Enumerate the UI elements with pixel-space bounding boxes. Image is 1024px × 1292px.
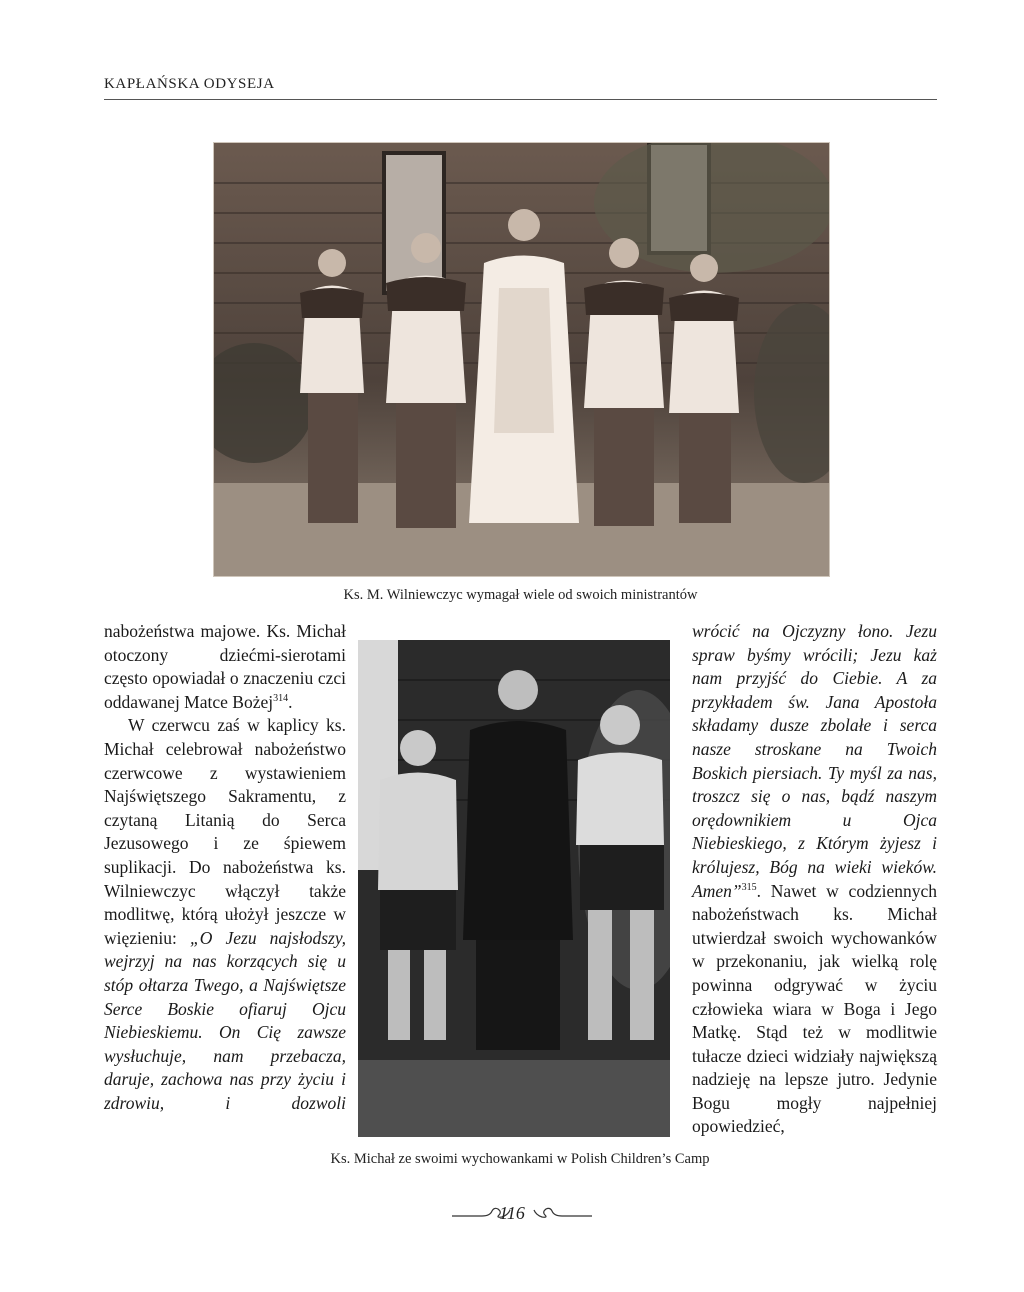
photo-caption: Ks. M. Wilniewczyc wymagał wiele od swoich ministrantów — [343, 587, 698, 603]
photo-priest-with-altar-boys — [213, 142, 830, 577]
footnote-marker: 314 — [273, 692, 289, 704]
running-header: KAPŁAŃSKA ODYSEJA — [104, 76, 275, 92]
page-number: 116 — [499, 1203, 525, 1223]
photo-priest-with-boys — [358, 640, 670, 1137]
prayer-quote: „O Jezu najsłodszy, wejrzyj na nas korzących się u stóp ołtarza Twego, a Najświętsze Serce Boskie ofiaruj Ojcu Niebieskiemu. On Cię zawsze wysłuchuje, nam przebacza, daruje, zachowa nas przy życiu i zdrowiu, i dozwoli — [104, 927, 346, 1113]
header-rule — [104, 99, 937, 100]
text-column-left — [104, 620, 346, 1115]
paragraph: wrócić na Ojczyzny łono. Jezu spraw byśmy wrócili; Jezu każ nam przyjść do Ciebie. A za przykładem św. Jana Apostoła składamy dusze zbolałe i serca nasze stroskane na Twoich Boskich piersiach. Ty myśl za nas, troszcz się o nas, bądź naszym orędownikiem u Ojca Niebieskiego, z Którym żyjesz i królujesz, Bóg na wieki wieków. Amen”$^{315}$. Nawet w codziennych nabożeństwach ks. Michał utwierdzał swoich wychowanków w przekonaniu, jak wielką rolę powinna odgrywać w życiu człowieka wiara w Boga i Jego Matkę. Stąd też w modlitwie tułacze dzieci widziały największą nadzieję na lepsze jutro. Jedynie Bogu mogły najpełniej opowiedzieć, — [692, 621, 937, 1137]
paragraph: nabożeństwa majowe. Ks. Michał otoczony dziećmi-sierotami często opowiadał o znaczeniu czci oddawanej Matce Bożej$^{314}$. — [104, 621, 346, 712]
photo-caption: Ks. Michał ze swoimi wychowankami w Polish Children’s Camp — [330, 1151, 710, 1167]
text-column-right — [692, 620, 937, 1139]
prayer-quote: wrócić na Ojczyzny łono. Jezu spraw byśmy wrócili; Jezu każ nam przyjść do Ciebie. A za przykładem św. Jana Apostoła składamy dusze zbolałe i serca nasze stroskane na Twoich Boskich piersiach. Ty myśl za nas, troszcz się o nas, bądź naszym orędownikiem u Ojca Niebieskiego, z Którym żyjesz i królujesz, Bóg na wieki wieków. Amen — [692, 621, 937, 901]
footnote-marker: 315 — [741, 881, 757, 893]
paragraph: W czerwcu zaś w kaplicy ks. Michał celebrował nabożeństwo czerwcowe z wystawieniem Najświętszego Sakramentu, z czytaną Litanią do Serca Jezusowego i ze śpiewem suplikacji. Do nabożeństwa ks. Wilniewczyc włączył także modlitwę, którą ułożył jeszcze w więzieniu: „O Jezu najsłodszy, wejrzyj na nas korzących się u stóp ołtarza Twego, a Najświętsze Serce Boskie ofiaruj Ojcu Niebieskiemu. On Cię zawsze wysłuchuje, nam przebacza, daruje, zachowa nas przy życiu i zdrowiu, i dozwoli — [104, 715, 346, 1113]
flourish-right-icon — [532, 1206, 592, 1220]
